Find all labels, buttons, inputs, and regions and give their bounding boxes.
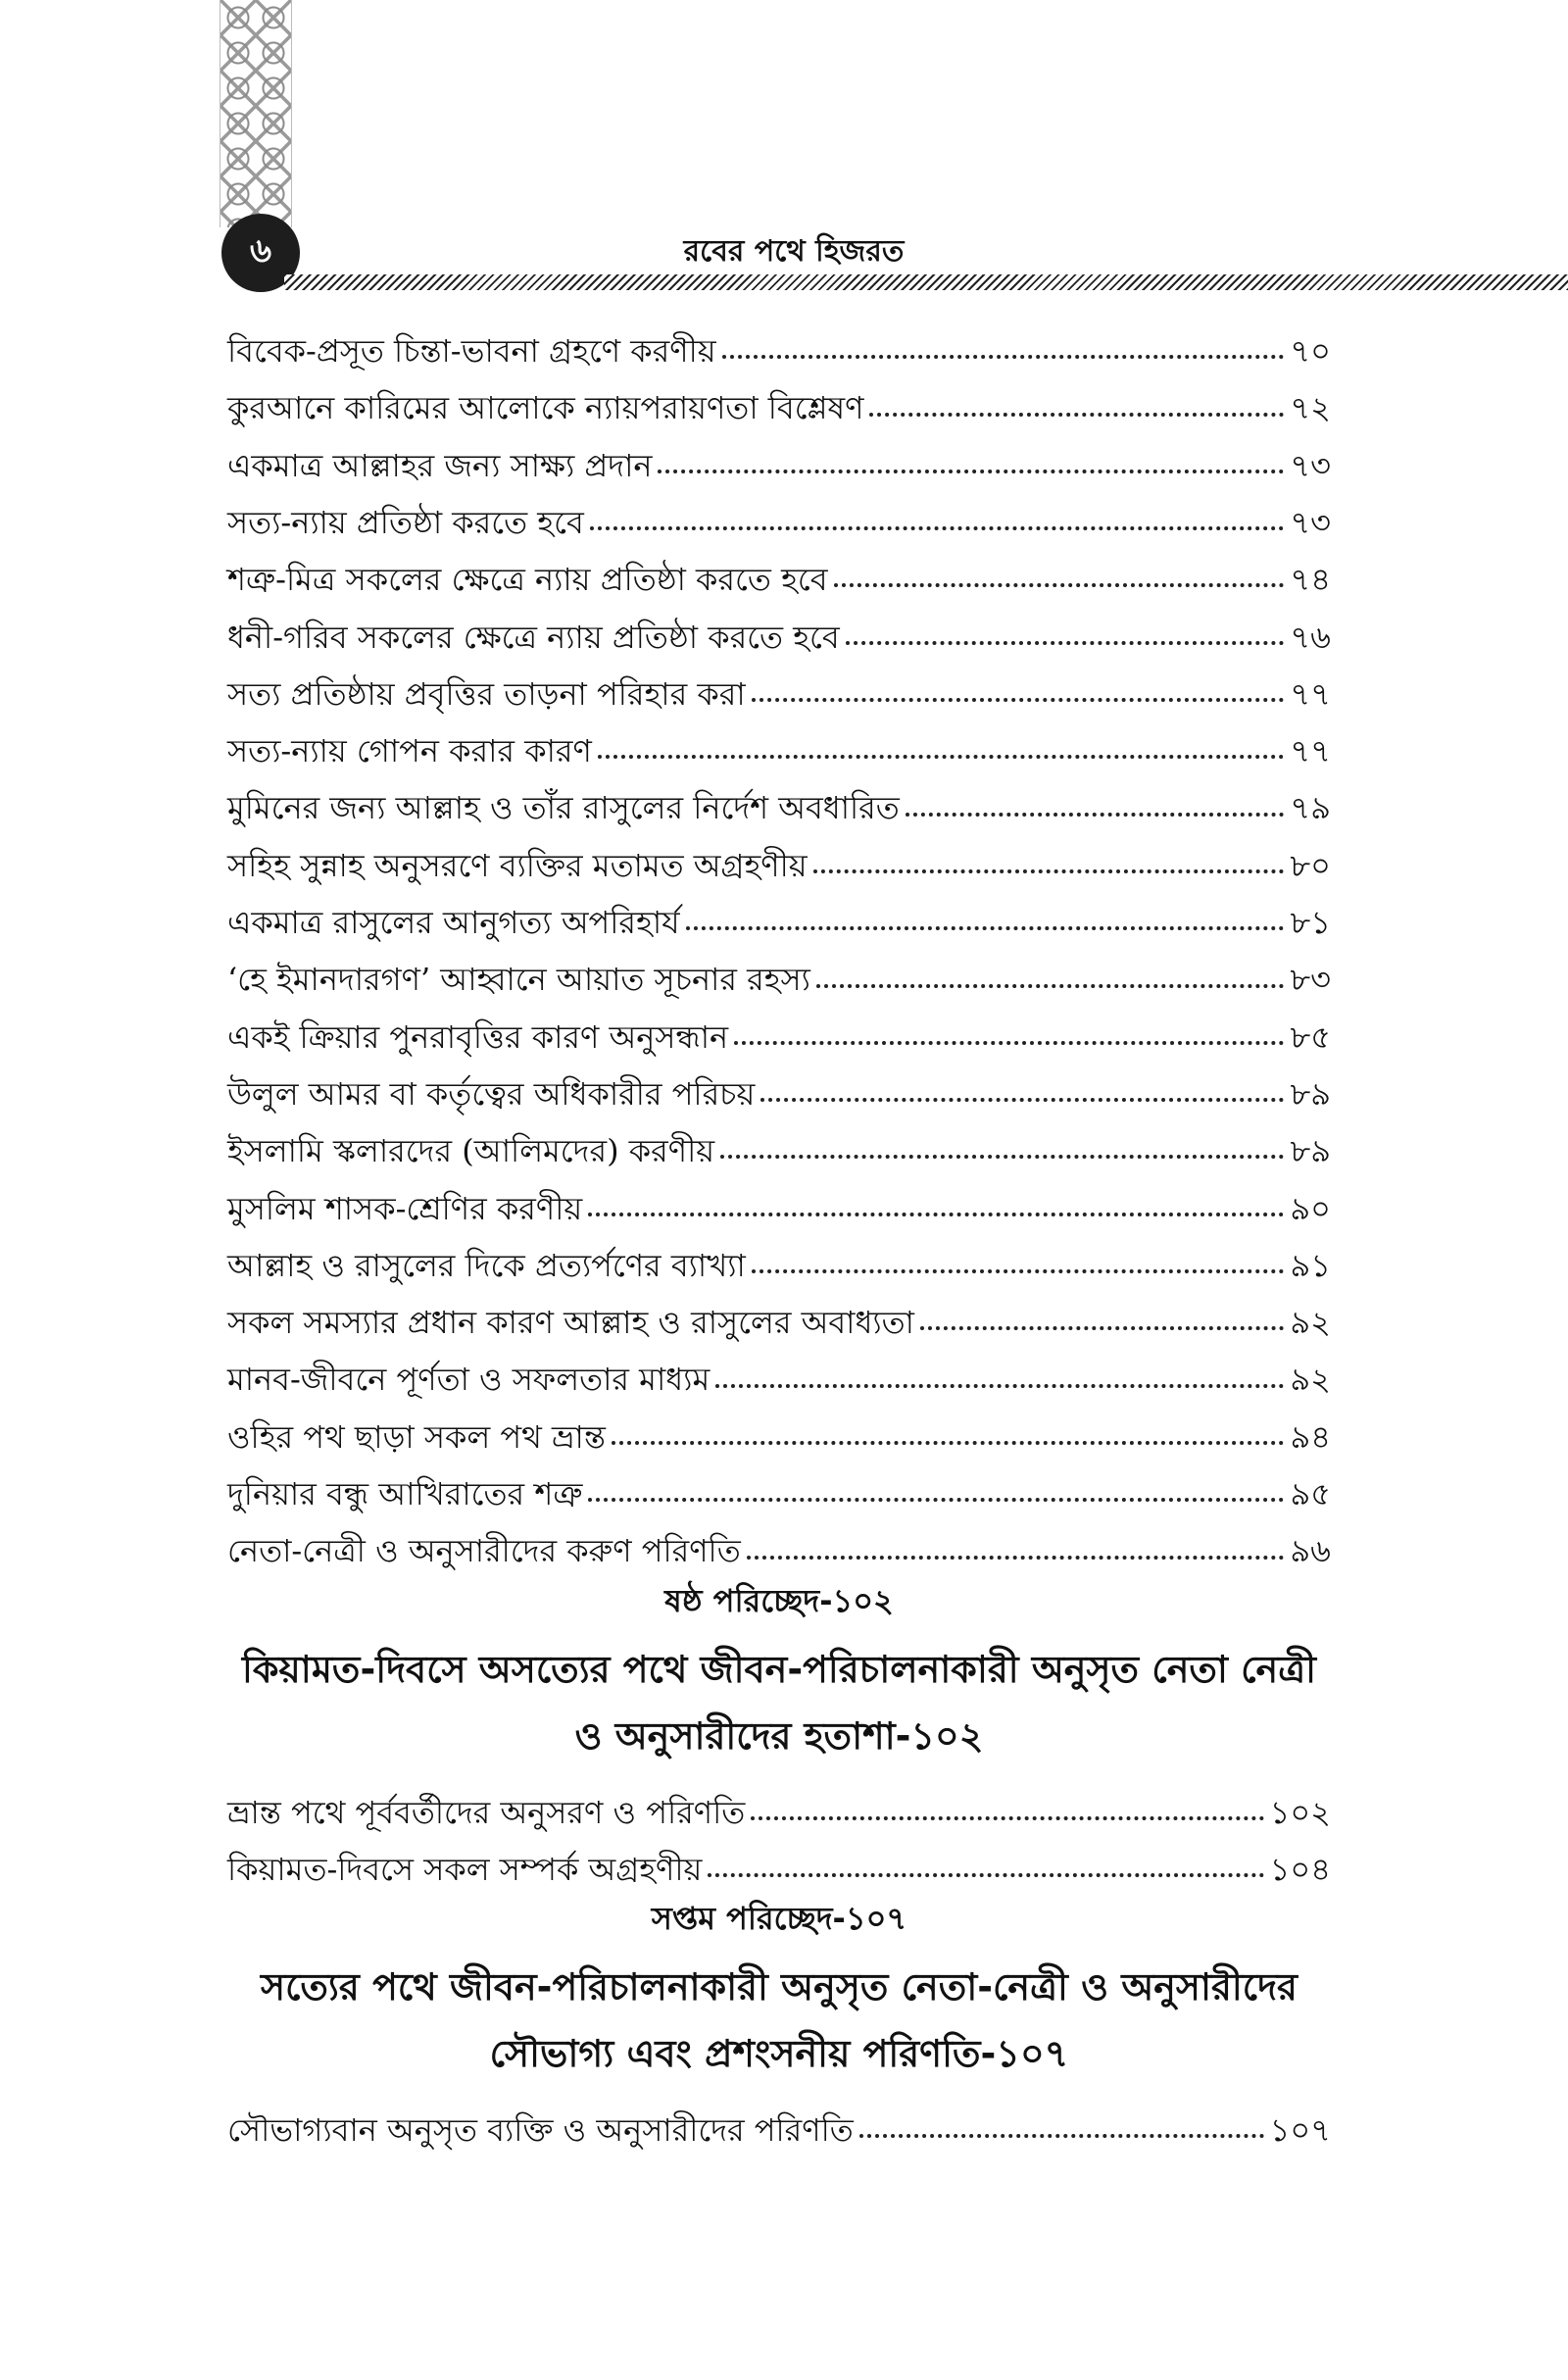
toc-entry-page: ৮০ xyxy=(1290,846,1331,884)
toc-row xyxy=(227,1112,1331,1168)
toc-entry-label: শত্রু-মিত্র সকলের ক্ষেত্রে ন্যায় প্রতিষ্ঠা করতে হবে xyxy=(227,561,828,599)
dot-leader xyxy=(658,470,1284,473)
dot-leader xyxy=(588,1498,1284,1502)
toc-row xyxy=(227,1226,1331,1283)
toc-entry-page: ৯০ xyxy=(1290,1189,1331,1227)
toc-entry-page: ১০৭ xyxy=(1269,2111,1331,2150)
toc-row xyxy=(227,1773,1331,1830)
toc-row xyxy=(227,940,1331,997)
toc-entry-page: ৮৯ xyxy=(1290,1132,1331,1170)
toc-row xyxy=(227,883,1331,940)
toc-entry-label: নেতা-নেত্রী ও অনুসারীদের করুণ পরিণতি xyxy=(227,1532,741,1570)
dot-leader xyxy=(588,1213,1284,1216)
toc-entry-page: ১০২ xyxy=(1269,1793,1331,1831)
toc-entry-page: ৯২ xyxy=(1290,1304,1331,1342)
toc-entry-label: সৌভাগ্যবান অনুসৃত ব্যক্তি ও অনুসারীদের পরিণতি xyxy=(227,2111,854,2150)
dot-leader xyxy=(720,1155,1284,1159)
toc-row xyxy=(227,769,1331,825)
toc-entry-page: ১০৪ xyxy=(1269,1850,1331,1888)
toc-row xyxy=(227,1455,1331,1512)
toc-row xyxy=(227,2091,1331,2148)
toc-entry-label: একমাত্র রাসুলের আনুগত্য অপরিহার্য xyxy=(227,904,680,942)
toc-entry-page: ৯২ xyxy=(1290,1361,1331,1399)
toc-entry-label: বিবেক-প্রসূত চিন্তা-ভাবনা গ্রহণে করণীয় xyxy=(227,332,716,371)
chapter-title: কিয়ামত-দিবসে অসত্যের পথে জীবন-পরিচালনাকারী অনুসৃত নেতা নেত্রী ও অনুসারীদের হতাশা-১০২ xyxy=(241,1647,1317,1758)
page-number: ৬ xyxy=(249,230,272,271)
running-title: রবের পথে হিজরত xyxy=(683,234,905,269)
toc-entry-label: ওহির পথ ছাড়া সকল পথ ভ্রান্ত xyxy=(227,1417,606,1456)
dot-leader xyxy=(598,755,1285,759)
toc-row xyxy=(227,1283,1331,1340)
toc-row xyxy=(227,712,1331,769)
toc-list-chapter7 xyxy=(227,2091,1331,2148)
toc-list-main xyxy=(227,312,1331,1569)
toc-entry-page: ৮৯ xyxy=(1290,1074,1331,1113)
toc-entry-label: দুনিয়ার বন্ধু আখিরাতের শত্রু xyxy=(227,1475,583,1513)
dot-leader xyxy=(590,526,1285,530)
dot-leader xyxy=(708,1873,1263,1877)
toc-entry-label: সকল সমস্যার প্রধান কারণ আল্লাহ ও রাসুলের অবাধ্যতা xyxy=(227,1304,914,1342)
toc-row xyxy=(227,655,1331,712)
toc-row xyxy=(227,826,1331,883)
toc-entry-label: উলুল আমর বা কর্তৃত্বের অধিকারীর পরিচয় xyxy=(227,1074,756,1113)
header-hatched-rule xyxy=(284,274,1568,290)
dot-leader xyxy=(813,869,1285,873)
toc-entry-label: সত্য-ন্যায় প্রতিষ্ঠা করতে হবে xyxy=(227,504,584,541)
toc-entry-label: ভ্রান্ত পথে পূর্ববর্তীদের অনুসরণ ও পরিণতি xyxy=(227,1793,746,1831)
toc-entry-page: ৯৪ xyxy=(1290,1417,1331,1456)
toc-row xyxy=(227,1512,1331,1568)
toc-entry-label: মানব-জীবনে পূর্ণতা ও সফলতার মাধ্যম xyxy=(227,1361,710,1399)
dot-leader xyxy=(612,1441,1285,1445)
toc-row xyxy=(227,1398,1331,1455)
toc-entry-label: কিয়ামত-দিবসে সকল সম্পর্ক অগ্রহণীয় xyxy=(227,1850,703,1888)
dot-leader xyxy=(686,926,1285,930)
toc-entry-label: সত্য-ন্যায় গোপন করার কারণ xyxy=(227,732,592,770)
toc-entry-page: ৭৭ xyxy=(1290,674,1331,713)
toc-entry-page: ৭৪ xyxy=(1290,561,1331,599)
chapter-title: সত্যের পথে জীবন-পরিচালনাকারী অনুসৃত নেতা-নেত্রী ও অনুসারীদের সৌভাগ্য এবং প্রশংসনীয় পরিণতি-১০৭ xyxy=(261,1965,1298,2076)
toc-row xyxy=(227,597,1331,654)
dot-leader xyxy=(906,813,1285,817)
toc-list-chapter6 xyxy=(227,1773,1331,1888)
toc-entry-label: ইসলামি স্কলারদের (আলিমদের) করণীয় xyxy=(227,1132,715,1170)
toc-entry-page: ৮৫ xyxy=(1290,1017,1331,1056)
toc-entry-page: ৯৬ xyxy=(1290,1532,1331,1570)
toc-entry-page: ৮৩ xyxy=(1290,961,1331,999)
toc-entry-page: ৭৩ xyxy=(1290,504,1331,541)
toc-entry-page: ৭৩ xyxy=(1290,446,1331,484)
toc-entry-label: ‘হে ইমানদারগণ’ আহ্বানে আয়াত সূচনার রহস্য xyxy=(227,961,810,999)
toc-entry-label: মুমিনের জন্য আল্লাহ ও তাঁর রাসুলের নির্দেশ অবধারিত xyxy=(227,789,900,827)
dot-leader xyxy=(751,1816,1263,1820)
dot-leader xyxy=(859,2134,1264,2138)
toc-row xyxy=(227,998,1331,1055)
toc-entry-label: মুসলিম শাসক-শ্রেণির করণীয় xyxy=(227,1189,583,1227)
toc-row xyxy=(227,312,1331,369)
toc-row xyxy=(227,1340,1331,1397)
table-of-contents xyxy=(227,312,1331,2148)
dot-leader xyxy=(752,698,1285,702)
toc-row xyxy=(227,540,1331,597)
toc-entry-label: একমাত্র আল্লাহর জন্য সাক্ষ্য প্রদান xyxy=(227,446,653,484)
dot-leader xyxy=(816,984,1284,988)
toc-entry-label: সহিহ সুন্নাহ অনুসরণে ব্যক্তির মতামত অগ্রহণীয় xyxy=(227,846,808,884)
toc-entry-page: ৭৬ xyxy=(1290,618,1331,656)
toc-row xyxy=(227,1830,1331,1887)
toc-entry-label: কুরআনে কারিমের আলোকে ন্যায়পরায়ণতা বিশ্লেষণ xyxy=(227,389,864,427)
toc-entry-label: সত্য প্রতিষ্ঠায় প্রবৃত্তির তাড়না পরিহার করা xyxy=(227,674,746,713)
toc-entry-page: ৮১ xyxy=(1290,904,1331,942)
chapter-heading: ষষ্ঠ পরিচ্ছেদ-১০২ xyxy=(664,1581,894,1619)
toc-entry-page: ৯৫ xyxy=(1290,1475,1331,1513)
toc-entry-label: একই ক্রিয়ার পুনরাবৃত্তির কারণ অনুসন্ধান xyxy=(227,1017,729,1056)
toc-entry-page: ৭০ xyxy=(1290,332,1331,371)
dot-leader xyxy=(734,1041,1284,1045)
decorative-pattern-strip xyxy=(220,0,292,227)
chapter-heading: সপ্তম পরিচ্ছেদ-১০৭ xyxy=(651,1900,907,1938)
dot-leader xyxy=(752,1269,1285,1273)
dot-leader xyxy=(715,1384,1284,1388)
toc-entry-page: ৯১ xyxy=(1290,1246,1331,1284)
toc-entry-label: ধনী-গরিব সকলের ক্ষেত্রে ন্যায় প্রতিষ্ঠা করতে হবে xyxy=(227,618,840,656)
toc-row xyxy=(227,369,1331,425)
dot-leader xyxy=(722,355,1285,359)
toc-row xyxy=(227,426,1331,483)
toc-entry-page: ৭৭ xyxy=(1290,732,1331,770)
dot-leader xyxy=(834,583,1285,587)
toc-entry-page: ৭৯ xyxy=(1290,789,1331,827)
toc-entry-page: ৭২ xyxy=(1290,389,1331,427)
toc-row xyxy=(227,483,1331,540)
dot-leader xyxy=(920,1326,1284,1330)
toc-row xyxy=(227,1168,1331,1225)
dot-leader xyxy=(869,413,1284,417)
toc-row xyxy=(227,1055,1331,1112)
toc-entry-label: আল্লাহ ও রাসুলের দিকে প্রত্যর্পণের ব্যাখ্যা xyxy=(227,1246,746,1284)
dot-leader xyxy=(747,1556,1285,1560)
dot-leader xyxy=(846,641,1285,645)
dot-leader xyxy=(760,1098,1284,1102)
